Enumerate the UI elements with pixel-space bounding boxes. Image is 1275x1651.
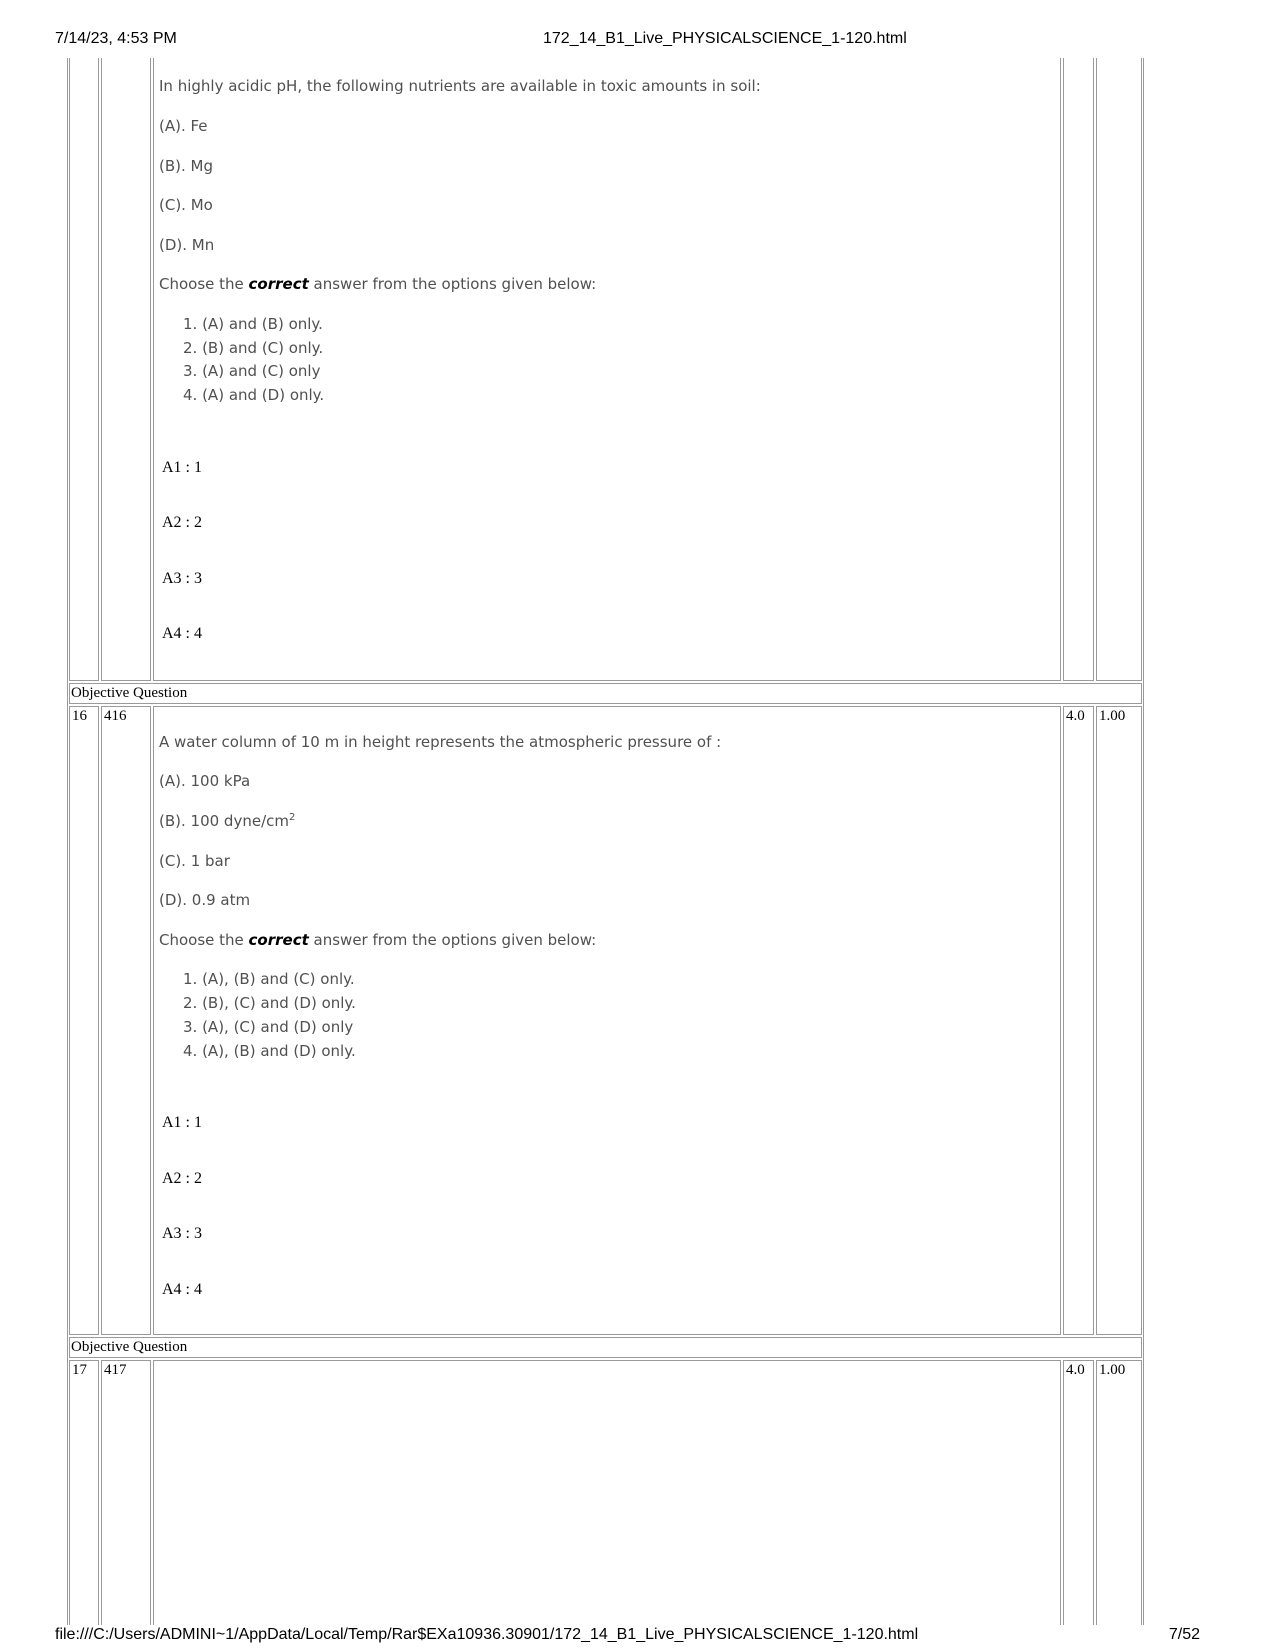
marks-cell — [1063, 1360, 1094, 1625]
qid-cell — [101, 1360, 151, 1625]
negative-cell — [1096, 706, 1142, 1335]
choose-instruction: Choose the correct answer from the options given below: — [159, 931, 597, 949]
alternative-1: A1 : 1 — [162, 459, 202, 476]
option-c: (C). 1 bar — [159, 852, 230, 870]
negative-cell — [1096, 1360, 1142, 1625]
answer-choice-4: 4. (A), (B) and (D) only. — [183, 1042, 356, 1060]
marks-cell — [1063, 58, 1094, 681]
question-cell — [153, 58, 1061, 681]
option-d: (D). 0.9 atm — [159, 891, 251, 909]
alternative-2: A2 : 2 — [162, 514, 202, 531]
qid-cell — [101, 706, 151, 1335]
print-header — [0, 30, 1275, 54]
page-number: 7/52 — [1168, 1626, 1200, 1643]
option-a: (A). 100 kPa — [159, 772, 251, 790]
question-type-row — [69, 683, 1142, 704]
question-stem: A water column of 10 m in height represents the atmospheric pressure of : — [159, 733, 722, 751]
alternative-1: A1 : 1 — [162, 1114, 202, 1131]
question-cell — [153, 706, 1061, 1335]
marks-value: 4.0 — [1066, 1362, 1085, 1378]
question-stem: In highly acidic pH, the following nutrients are available in toxic amounts in soil: — [159, 77, 761, 95]
question-type-label: Objective Question — [71, 1339, 188, 1355]
serial-number: 16 — [72, 708, 87, 724]
answer-choice-4: 4. (A) and (D) only. — [183, 386, 325, 404]
alternative-4: A4 : 4 — [162, 625, 202, 642]
option-a: (A). Fe — [159, 117, 208, 135]
option-d: (D). Mn — [159, 236, 215, 254]
sno-cell — [69, 1360, 99, 1625]
choose-instruction: Choose the correct answer from the options given below: — [159, 275, 597, 293]
question-id: 416 — [104, 708, 127, 724]
print-footer — [0, 1626, 1275, 1650]
sno-cell — [69, 58, 99, 681]
marks-value: 4.0 — [1066, 708, 1085, 724]
alternative-4: A4 : 4 — [162, 1281, 202, 1298]
question-id: 417 — [104, 1362, 127, 1378]
answer-choice-1: 1. (A) and (B) only. — [183, 315, 323, 333]
negative-cell — [1096, 58, 1142, 681]
answer-choice-3: 3. (A) and (C) only — [183, 362, 321, 380]
question-type-row — [69, 1337, 1142, 1358]
qid-cell — [101, 58, 151, 681]
answer-choice-1: 1. (A), (B) and (C) only. — [183, 970, 355, 988]
sno-cell — [69, 706, 99, 1335]
alternative-2: A2 : 2 — [162, 1170, 202, 1187]
answer-choice-2: 2. (B) and (C) only. — [183, 339, 324, 357]
marks-cell — [1063, 706, 1094, 1335]
question-type-label: Objective Question — [71, 685, 188, 701]
print-date: 7/14/23, 4:53 PM — [55, 30, 177, 47]
print-url: file:///C:/Users/ADMINI~1/AppData/Local/Temp/Rar$EXa10936.30901/172_14_B1_Live_PHYSICALSCIENCE_1-120.html — [55, 1626, 919, 1643]
negative-marks-value: 1.00 — [1099, 708, 1126, 724]
alternative-3: A3 : 3 — [162, 1225, 202, 1242]
option-b: (B). Mg — [159, 157, 213, 175]
print-title: 172_14_B1_Live_PHYSICALSCIENCE_1-120.html — [543, 30, 907, 47]
negative-marks-value: 1.00 — [1099, 1362, 1126, 1378]
alternative-3: A3 : 3 — [162, 570, 202, 587]
option-c: (C). Mo — [159, 196, 213, 214]
serial-number: 17 — [72, 1362, 87, 1378]
answer-choice-2: 2. (B), (C) and (D) only. — [183, 994, 356, 1012]
option-b: (B). 100 dyne/$cm^2$ — [159, 812, 296, 830]
question-cell — [153, 1360, 1061, 1625]
answer-choice-3: 3. (A), (C) and (D) only — [183, 1018, 354, 1036]
